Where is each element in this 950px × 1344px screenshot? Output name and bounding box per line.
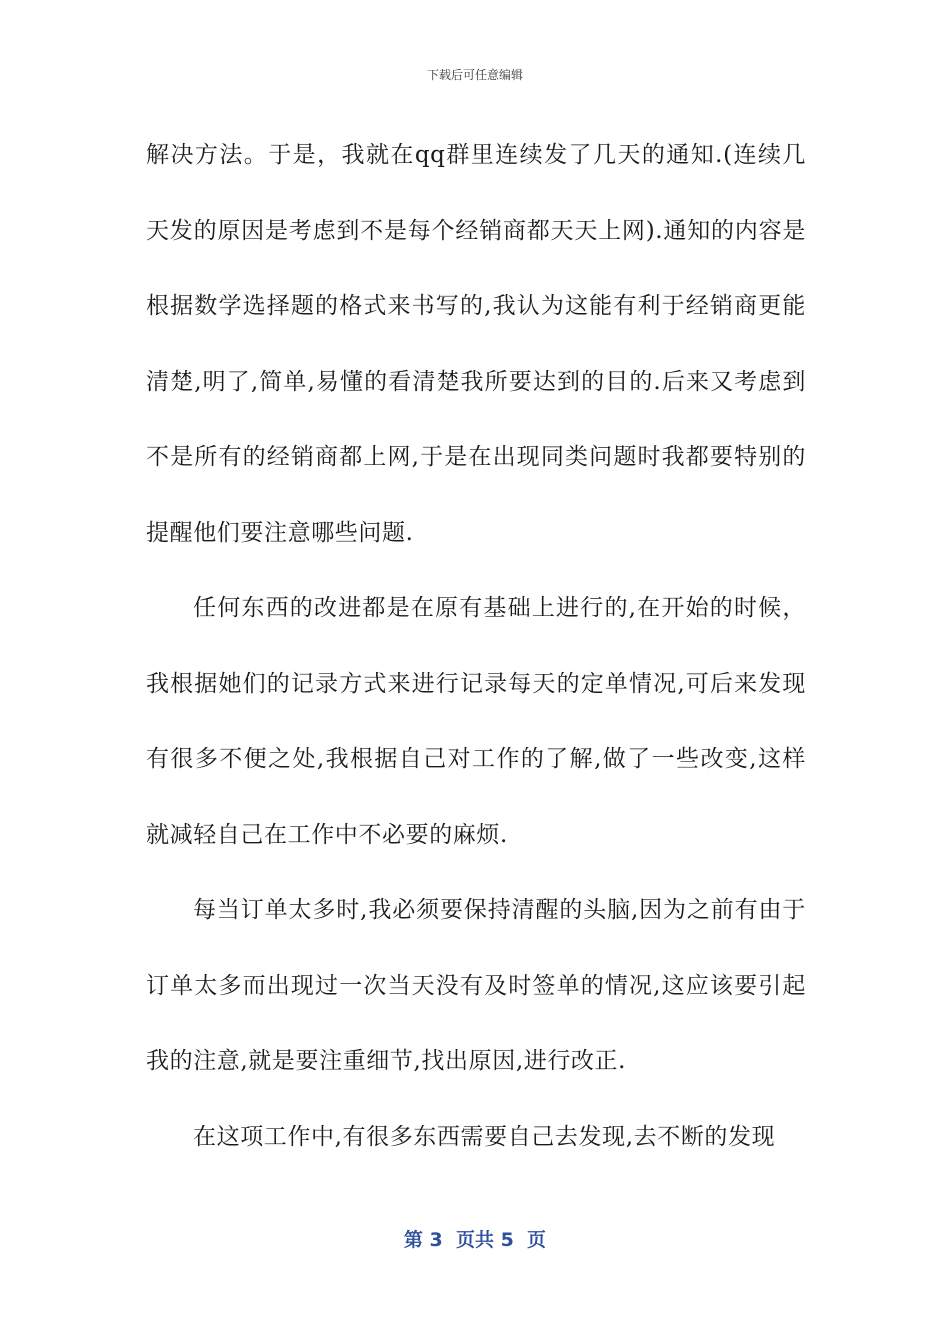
paragraph-4: 在这项工作中,有很多东西需要自己去发现,去不断的发现 [193,1123,776,1150]
paragraph-2: 任何东西的改进都是在原有基础上进行的,在开始的时候，我根据她们的记录方式来进行记录每天的定单情况,可后来发现有很多不便之处,我根据自己对工作的了解,做了一些改变,这样就减轻自己在工作中不必要的麻烦. [146,595,806,848]
page-header: 下载后可任意编辑 [426,68,523,82]
paragraph-3: 每当订单太多时,我必须要保持清醒的头脑,因为之前有由于订单太多而出现过一次当天没有及时签单的情况,这应该要引起我的注意,就是要注重细节,找出原因,进行改正. [146,897,806,1074]
paragraph-1: 解决方法。于是，我就在qq群里连续发了几天的通知.(连续几天发的原因是考虑到不是每个经销商都天天上网).通知的内容是根据数学选择题的格式来书写的,我认为这能有利于经销商更能清楚,明了,简单,易懂的看清楚我所要达到的目的.后来又考虑到不是所有的经销商都上网,于是在出现同类问题时我都要特别的提醒他们要注意哪些问题. [146,142,806,546]
document-body [146,118,806,1175]
page-footer: 第 3 页共 5 页 [403,1229,547,1251]
